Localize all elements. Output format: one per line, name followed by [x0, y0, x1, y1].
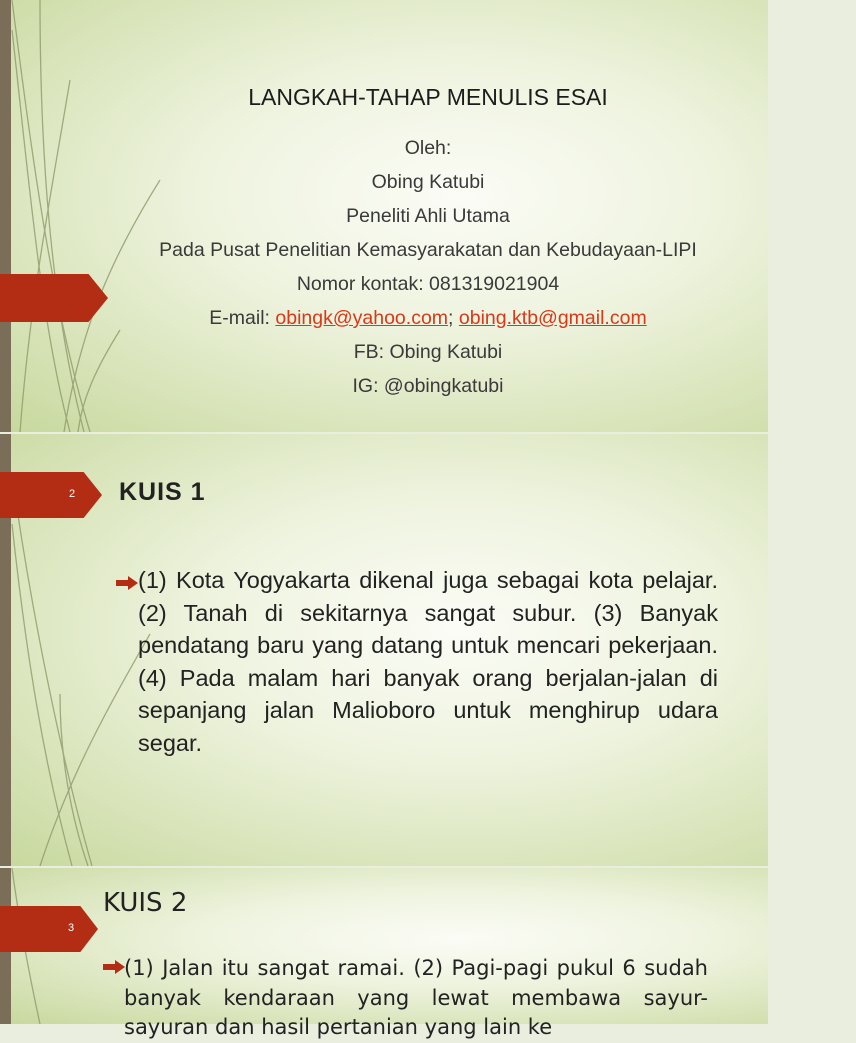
quiz-paragraph: (1) Jalan itu sangat ramai. (2) Pagi-pagi pukul 6 sudah banyak kendaraan yang lewat membawa sayur-sayuran dan hasil pertanian yang lain ke — [124, 956, 708, 1039]
instagram-handle: IG: @obingkatubi — [352, 375, 504, 397]
author-info — [130, 136, 726, 398]
email-line — [130, 306, 726, 330]
slide-title: KUIS 2 — [103, 888, 188, 918]
contact-number: Nomor kontak: 081319021904 — [296, 273, 560, 295]
email-link-gmail[interactable]: obing.ktb@gmail.com — [458, 307, 647, 329]
slide-number-flag — [0, 906, 98, 952]
byline: Oleh: — [404, 137, 452, 159]
author-name: Obing Katubi — [371, 171, 485, 193]
slide-2 — [0, 434, 768, 866]
slide-title: LANGKAH-TAHAP MENULIS ESAI — [248, 84, 608, 110]
quiz-paragraph: (1) Kota Yogyakarta dikenal juga sebagai kota pelajar. (2) Tanah di sekitarnya sangat subur. (3) Banyak pendatang baru yang datang untuk mencari pekerjaan. (4) Pada malam hari banyak orang berjalan-jalan di sepanjang jalan Malioboro untuk menghirup udara segar. — [138, 567, 718, 756]
slide-number: 3 — [68, 922, 75, 934]
slide-1 — [0, 0, 768, 432]
red-arrow-flag — [0, 274, 108, 322]
slide-title: KUIS 1 — [119, 478, 206, 506]
slide-3 — [0, 868, 768, 1039]
email-label: E-mail: — [209, 307, 276, 329]
arrow-bullet-icon — [103, 960, 125, 974]
email-separator: ; — [448, 307, 454, 329]
slide-number: 2 — [69, 488, 76, 500]
author-position: Peneliti Ahli Utama — [346, 205, 510, 227]
arrow-bullet-icon — [116, 576, 138, 590]
slide-number-flag — [0, 472, 102, 518]
facebook-handle: FB: Obing Katubi — [353, 341, 503, 363]
institution: Pada Pusat Penelitian Kemasyarakatan dan Kebudayaan-LIPI — [159, 239, 697, 261]
email-link-yahoo[interactable]: obingk@yahoo.com — [275, 307, 449, 329]
